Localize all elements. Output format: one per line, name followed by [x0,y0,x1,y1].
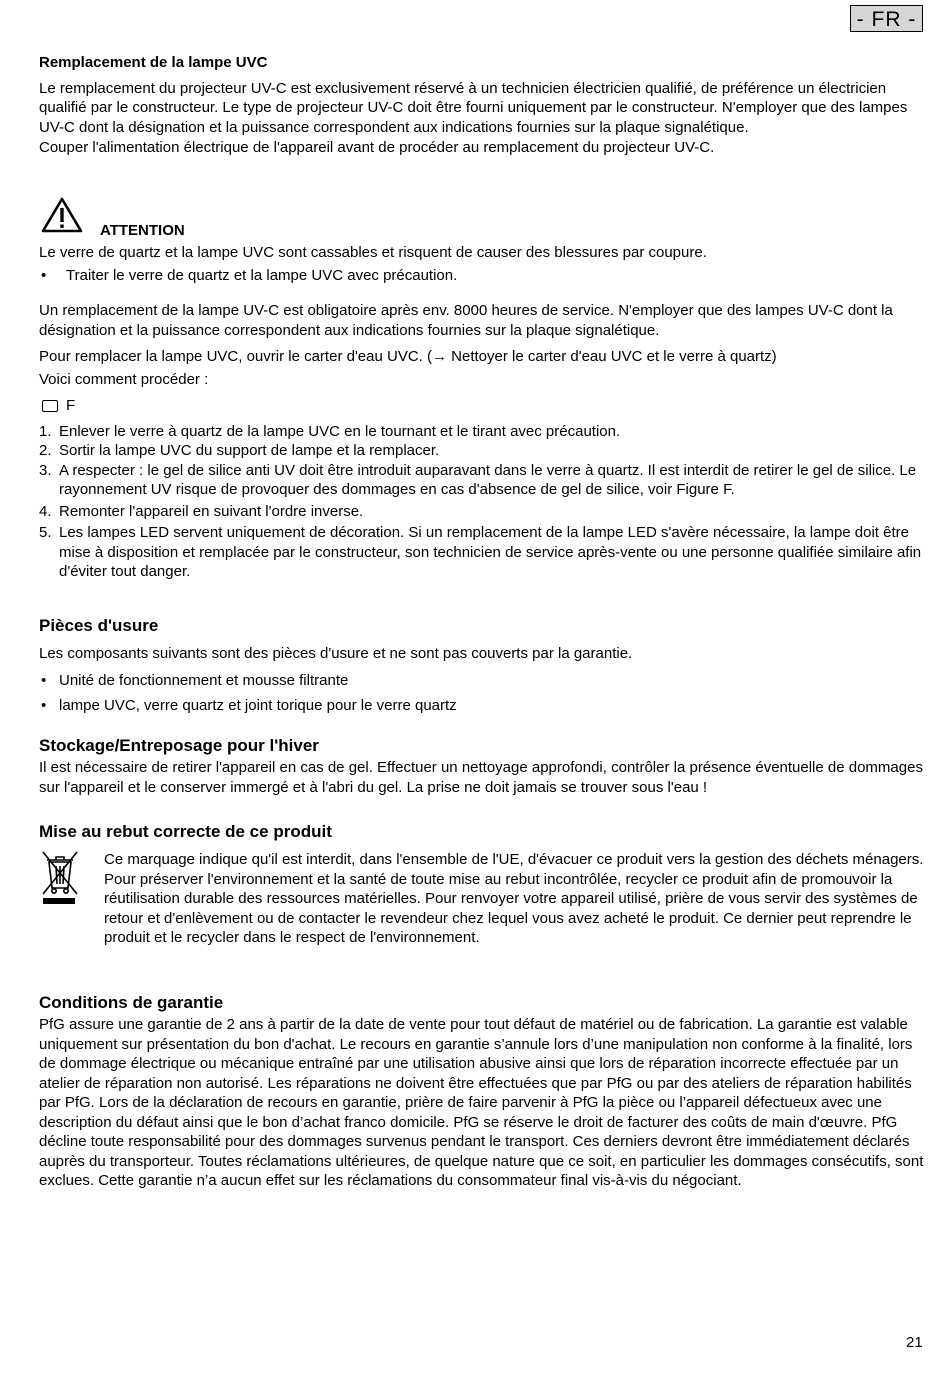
warranty-text: PfG assure une garantie de 2 ans à partir de la date de vente pour tout défaut de matériel ou de fabrication. La garantie est valable uniquement sur présentation du bon d'achat. Le recours en garantie s’annule lors d’une manipulation non conforme à la finalité, lors de dommage électrique ou mécanique entraîné par une utilisation abusive ainsi que lors de réparation incorrecte effectuée par un atelier de réparation non autorisé. Les réparations ne doivent être effectuées que par PfG ou par des ateliers de réparation habilités par PfG. Lors de la déclaration de recours en garantie, prière de faire parvenir à PfG la pièce ou l’appareil défectueux avec une description du défaut ainsi que le bon d’achat franco domicile. PfG se réserve le droit de facturer des coûts de main d'œuvre. PfG décline toute responsabilité pour des dommages survenus pendant le transport. Ces derniers devront être immédiatement déclarés auprès du transporteur. Toutes réclamations ultérieures, de quelque nature que ce soit, en particulier les dommages consécutifs, sont exclues. Cette garantie n’a aucun effet sur les réclamations du consommateur final vis-à-vis du négociant. [39,1016,924,1189]
replacement-section [39,301,924,582]
figure-box-icon [42,400,58,412]
uvc-power-off: Couper l'alimentation électrique de l'appareil avant de procéder au remplacement du projecteur UV-C. [39,139,715,156]
list-item: 3. A respecter : le gel de silice anti UV doit être introduit auparavant dans le verre à quartz. Il est interdit de retirer le gel de silice. Le rayonnement UV risque de provoquer des dommages en cas d'absence de gel de silice, voir Figure F. [39,461,917,498]
disposal-title: Mise au rebut correcte de ce produit [39,822,332,841]
wear-title: Pièces d'usure [39,616,159,635]
uvc-intro: Le remplacement du projecteur UV-C est exclusivement réservé à un technicien électricien qualifié, de préférence un électricien qualifié par le constructeur. Le type de projecteur UV-C doit être fourni uniquement par le constructeur. N'employer que des lampes UV-C dont la désignation et la puissance correspondent aux indications fournies sur la plaque signalétique. [39,79,908,136]
disposal-text: Ce marquage indique qu'il est interdit, dans l'ensemble de l'UE, d'évacuer ce produit vers la gestion des déchets ménagers. Pour préserver l'environnement et la santé de toute mise au rebut incontrôlée, recycler ce produit afin de promouvoir la réutilisation durable des ressources matérielles. Pour renvoyer votre appareil utilisé, prière de vous servir des systèmes de retour et d'enlèvement ou de contacter le revendeur chez lequel vous avez acheté le produit. Ce dernier peut reprendre le produit et le recycler dans le respect de l'environnement. [104,851,924,946]
crossed-bin-icon [39,848,81,908]
wear-intro: Les composants suivants sont des pièces d'usure et ne sont pas couverts par la garantie. [39,645,633,662]
attention-bullet: • Traiter le verre de quartz et la lampe UVC avec précaution. [39,266,924,286]
storage-section [39,735,924,797]
steps-list [39,422,924,582]
warranty-title: Conditions de garantie [39,993,224,1012]
attention-text: Le verre de quartz et la lampe UVC sont cassables et risquent de causer des blessures par coupure. [39,244,707,261]
attention-title: ATTENTION [100,222,185,239]
warning-triangle-icon [40,196,84,234]
page-number: 21 [906,1334,923,1351]
disposal-section [39,821,924,843]
wear-section [39,615,924,716]
uvc-section [39,53,924,158]
list-item: • lampe UVC, verre quartz et joint torique pour le verre quartz [39,696,924,716]
storage-title: Stockage/Entreposage pour l'hiver [39,736,319,755]
replacement-para2: Pour remplacer la lampe UVC, ouvrir le carter d'eau UVC. (→ Nettoyer le carter d'eau UVC et le verre à quartz) [39,348,777,365]
warranty-section [39,992,924,1191]
list-item: 2. Sortir la lampe UVC du support de lampe et la remplacer. [39,442,440,459]
list-item: 4. Remonter l'appareil en suivant l'ordre inverse. [39,502,364,520]
list-item: 1. Enlever le verre à quartz de la lampe UVC en le tournant et le tirant avec précaution. [39,422,621,440]
replacement-para1: Un remplacement de la lampe UV-C est obligatoire après env. 8000 heures de service. N'employer que des lampes UV-C dont la désignation et la puissance correspondent aux indications fournies sur la plaque signalétique. [39,302,893,339]
figure-label: F [66,397,76,414]
storage-text: Il est nécessaire de retirer l'appareil en cas de gel. Effectuer un nettoyage approfondi, contrôler la présence éventuelle de dommages sur l'appareil et le conserver immergé et à l'abri du gel. La prise ne doit jamais se trouver sous l'eau ! [39,759,923,796]
list-item: 5. Les lampes LED servent uniquement de décoration. Si un remplacement de la lampe LED s'avère nécessaire, la lampe doit être mise à disposition et remplacée par le constructeur, son technicien de service après-vente ou une personne qualifiée similaire afin d'éviter tout danger. [39,524,922,580]
uvc-title: Remplacement de la lampe UVC [39,54,268,71]
figure-reference [39,396,924,416]
replacement-para3: Voici comment procéder : [39,370,209,388]
attention-section [39,243,924,285]
list-item: • Unité de fonctionnement et mousse filtrante [39,671,924,691]
language-badge: - FR - [850,5,923,32]
